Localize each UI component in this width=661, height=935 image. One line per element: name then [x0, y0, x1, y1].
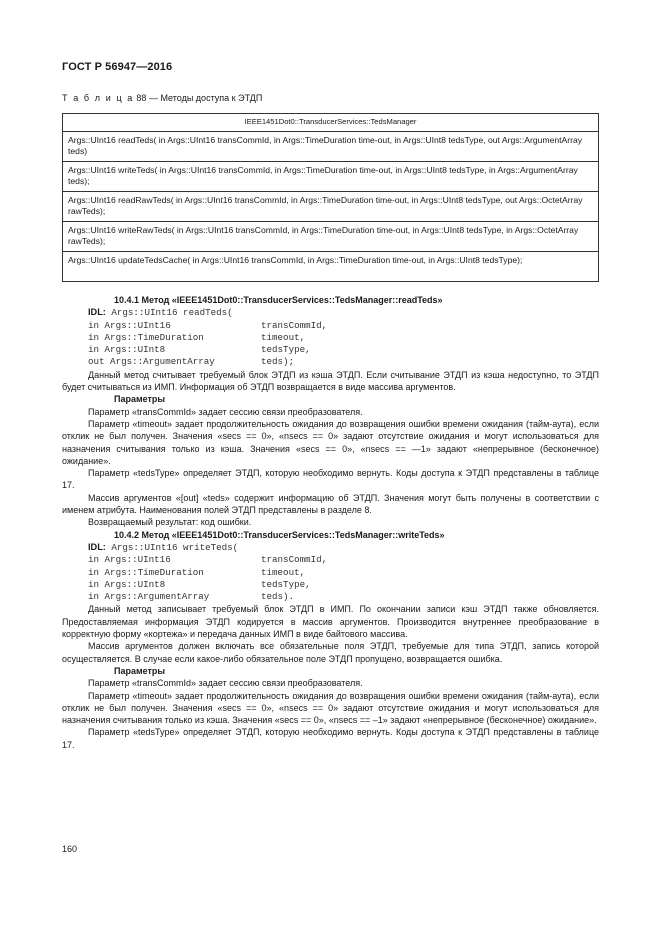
idl-param-row	[62, 591, 599, 603]
table-caption-number: 88	[136, 93, 147, 103]
table-caption	[62, 93, 262, 103]
idl-param-type: in Args::UInt8	[88, 344, 166, 356]
methods-table	[62, 113, 599, 282]
table-header-row	[63, 114, 599, 132]
idl-param-row	[62, 320, 599, 332]
paragraph: Параметр «transCommId» задает сессию связи преобразователя.	[88, 678, 363, 689]
idl-param-type: in Args::UInt8	[88, 578, 166, 590]
paragraph: Параметр «timeout» задает продолжительность ожидания до возвращения ошибки времени ожидания (тайм-аута), если отклик не был получен. Значения «secs == 0», «nsecs == 0» задают отсутствие ожидания и могут использоваться для назначения считывания только из кэша. Значения «secs == 0», «nsecs == –1» задают «непрерывное (бесконечное) ожидание».	[62, 690, 599, 726]
table-caption-prefix: Т а б л и ц а	[62, 93, 134, 103]
idl-first-line: Args::UInt16 writeTeds(	[111, 541, 239, 553]
page-number: 160	[62, 844, 78, 854]
idl-param-name: tedsType,	[261, 578, 311, 590]
table-row	[63, 191, 599, 221]
standard-header: ГОСТ Р 56947—2016	[62, 61, 173, 73]
paragraph: Параметр «tedsType» определяет ЭТДП, которую необходимо вернуть. Коды доступа к ЭТДП представлены в таблице 17.	[62, 727, 599, 750]
table-cell: Args::UInt16 writeRawTeds( in Args::UInt16 transCommId, in Args::TimeDuration time-out, in Args::UInt8 tedsType, in Args::OctetArray rawTeds);	[63, 221, 599, 251]
table-row	[63, 251, 599, 281]
idl-param-type: in Args::UInt16	[88, 554, 171, 566]
section-heading-read-teds: 10.4.1 Метод «IEEE1451Dot0::TransducerServices::TedsManager::readTeds»	[114, 295, 443, 305]
idl-param-name: timeout,	[261, 331, 306, 343]
idl-param-row	[62, 344, 599, 356]
parameters-heading: Параметры	[114, 665, 166, 676]
idl-param-name: timeout,	[261, 566, 306, 578]
section-heading-write-teds: 10.4.2 Метод «IEEE1451Dot0::TransducerServices::TedsManager::writeTeds»	[114, 529, 445, 540]
table-cell: Args::UInt16 updateTedsCache( in Args::UInt16 transCommId, in Args::TimeDuration time-out, in Args::UInt8 tedsType);	[63, 251, 599, 281]
paragraph: Данный метод записывает требуемый блок ЭТДП в ИМП. По окончании записи кэш ЭТДП также обновляется. Предоставляемая информация ЭТДП кодируется в массив аргументов. Производится внутреннее преобразование в корректную форму «кортежа» и передача данных ИМП в виде байтового массива.	[62, 604, 599, 640]
parameters-heading: Параметры	[114, 394, 166, 405]
body-text	[62, 294, 599, 751]
table-row	[63, 161, 599, 191]
idl-signature	[62, 306, 599, 319]
paragraph: Массив аргументов «[out] «teds» содержит информацию об ЭТДП. Значения могут быть получены в соответствии с именем атрибута. Наименования полей ЭТДП представлены в разделе 8.	[62, 492, 599, 516]
idl-param-type: in Args::TimeDuration	[88, 566, 204, 578]
paragraph: Параметр «tedsType» определяет ЭТДП, которую необходимо вернуть. Коды доступа к ЭТДП представлены в таблице 17.	[62, 468, 599, 491]
idl-param-name: transCommId,	[261, 554, 328, 566]
idl-label: IDL:	[88, 541, 106, 552]
idl-param-name: tedsType,	[261, 344, 311, 356]
table-cell: Args::UInt16 writeTeds( in Args::UInt16 transCommId, in Args::TimeDuration time-out, in Args::UInt8 tedsType, in Args::ArgumentArray teds);	[63, 161, 599, 191]
idl-first-line: Args::UInt16 readTeds(	[111, 307, 233, 319]
idl-param-row	[62, 356, 599, 368]
idl-signature	[62, 541, 599, 554]
idl-param-row	[62, 567, 599, 579]
table-cell: Args::UInt16 readTeds( in Args::UInt16 transCommId, in Args::TimeDuration time-out, in Args::UInt8 tedsType, out Args::ArgumentArray teds)	[63, 131, 599, 161]
idl-param-name: teds).	[261, 591, 295, 603]
idl-param-name: teds);	[261, 356, 295, 368]
idl-param-name: transCommId,	[261, 319, 328, 331]
table-cell: Args::UInt16 readRawTeds( in Args::UInt16 transCommId, in Args::TimeDuration time-out, in Args::UInt8 tedsType, out Args::OctetArray rawTeds);	[63, 191, 599, 221]
idl-param-type: in Args::ArgumentArray	[88, 591, 210, 603]
idl-param-type: in Args::UInt16	[88, 319, 171, 331]
idl-param-type: out Args::ArgumentArray	[88, 356, 215, 368]
table-row	[63, 131, 599, 161]
paragraph: Параметр «transCommId» задает сессию связи преобразователя.	[88, 406, 363, 417]
idl-label: IDL:	[88, 307, 106, 318]
paragraph: Параметр «timeout» задает продолжительность ожидания до возвращения ошибки времени ожидания (тайм-аута), если отклик не был получен. Значения «secs == 0», «nsecs == 0» задают отсутствие ожидания и могут использоваться для назначения считывания только из кэша. Значения «secs == 0», «nsecs == —1» задают «непрерывное (бесконечное) ожидание».	[62, 418, 599, 466]
paragraph: Массив аргументов должен включать все обязательные поля ЭТДП, требуемые для типа ЭТДП, запись которой осуществляется. В случае если какое-либо обязательное поле ЭТДП пропущено, возвращается ошибка.	[62, 641, 599, 664]
paragraph: Данный метод считывает требуемый блок ЭТДП из кэша ЭТДП. Если считывание ЭТДП из кэша недоступно, то ЭТДП будет считываться из ИМП. Информация об ЭТДП возвращается в виде массива аргументов.	[62, 369, 599, 393]
table-caption-title: — Методы доступа к ЭТДП	[148, 93, 263, 103]
idl-param-row	[62, 579, 599, 591]
idl-param-row	[62, 554, 599, 566]
idl-param-row	[62, 332, 599, 344]
table-row	[63, 221, 599, 251]
idl-param-type: in Args::TimeDuration	[88, 331, 204, 343]
table-column-header: IEEE1451Dot0::TransducerServices::TedsManager	[63, 114, 599, 132]
paragraph: Возвращаемый результат: код ошибки.	[88, 517, 252, 528]
